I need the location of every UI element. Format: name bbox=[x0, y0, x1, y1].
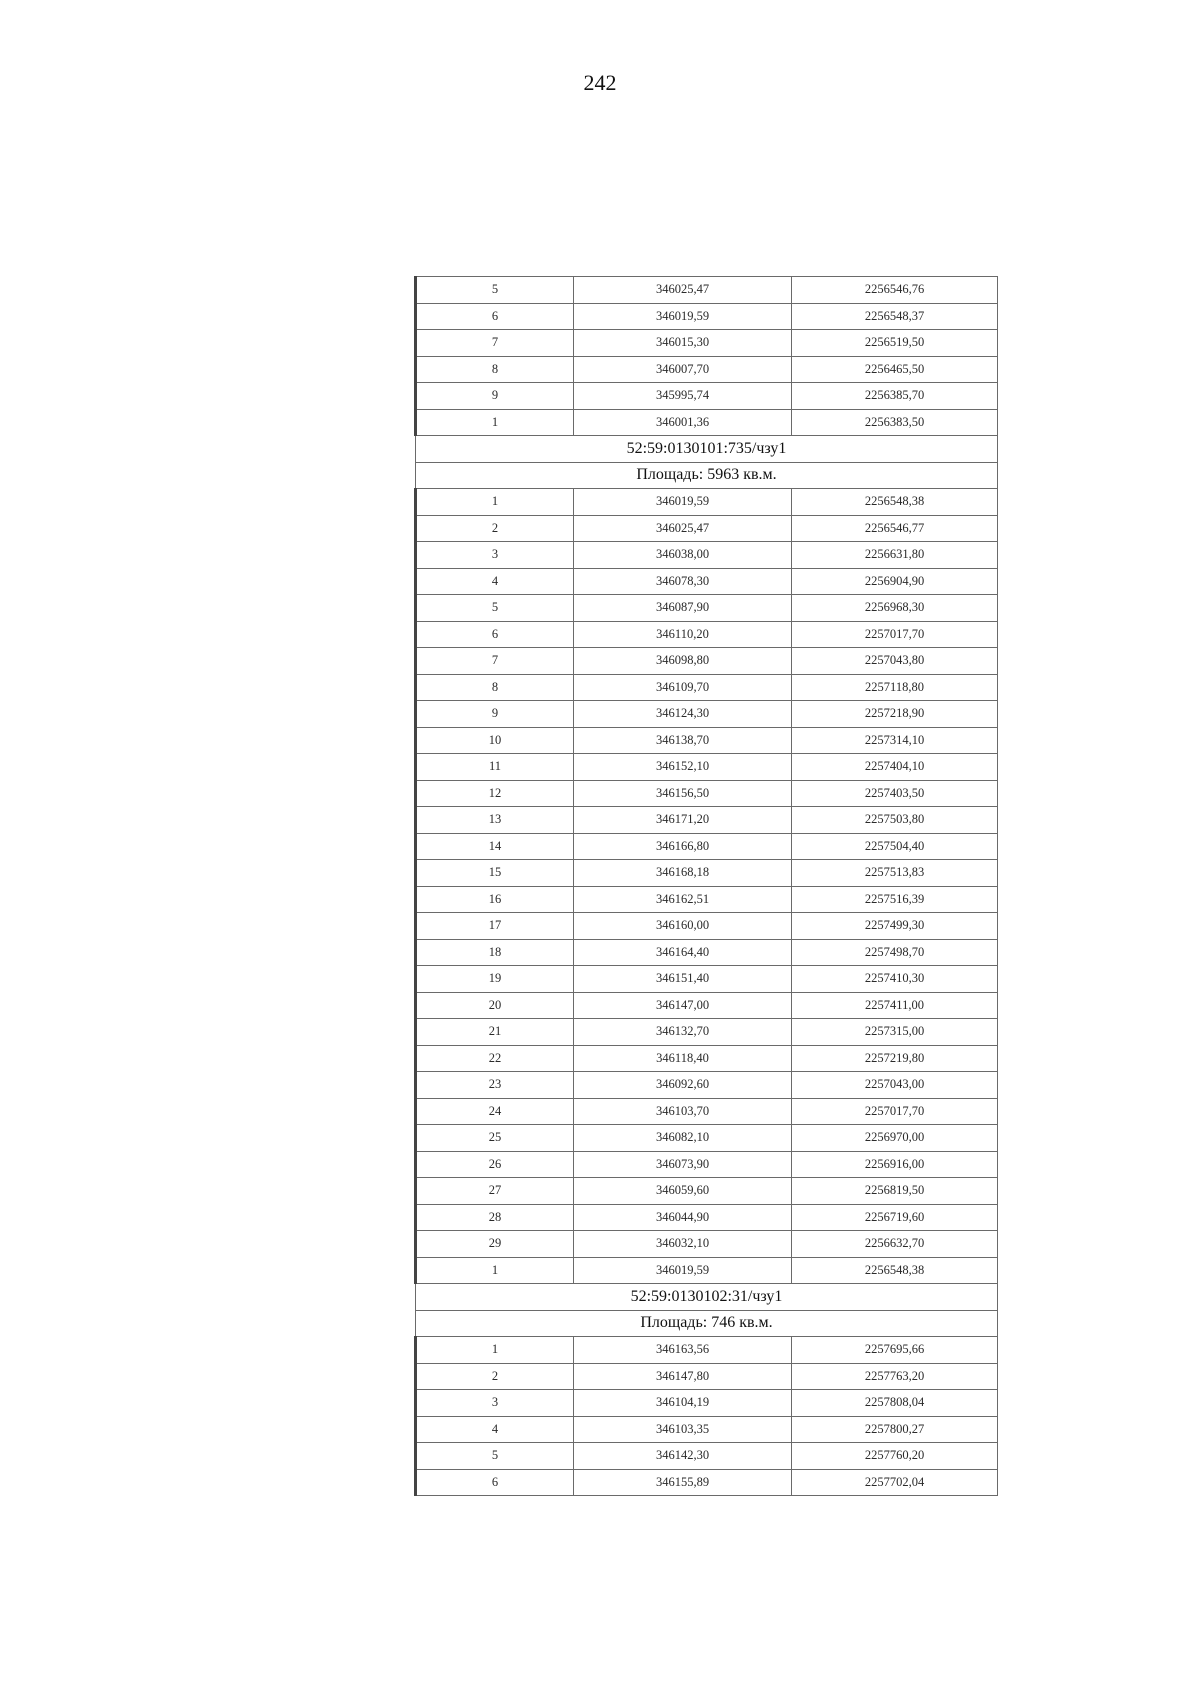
y-coordinate-cell: 2257695,66 bbox=[792, 1337, 998, 1364]
point-number-cell: 21 bbox=[416, 1019, 574, 1046]
point-number-cell: 5 bbox=[416, 277, 574, 304]
table-row bbox=[416, 886, 998, 913]
table-row bbox=[416, 727, 998, 754]
x-coordinate-cell: 346007,70 bbox=[574, 356, 792, 383]
table-row bbox=[416, 913, 998, 940]
point-number-cell: 1 bbox=[416, 1257, 574, 1284]
table-row bbox=[416, 489, 998, 516]
point-number-cell: 12 bbox=[416, 780, 574, 807]
table-row bbox=[416, 383, 998, 410]
point-number-cell: 4 bbox=[416, 568, 574, 595]
section-header-text: 52:59:0130101:735/чзу1 bbox=[416, 436, 998, 463]
point-number-cell: 8 bbox=[416, 356, 574, 383]
x-coordinate-cell: 346147,80 bbox=[574, 1363, 792, 1390]
table-row bbox=[416, 780, 998, 807]
x-coordinate-cell: 346132,70 bbox=[574, 1019, 792, 1046]
x-coordinate-cell: 346160,00 bbox=[574, 913, 792, 940]
y-coordinate-cell: 2257410,30 bbox=[792, 966, 998, 993]
table-row bbox=[416, 833, 998, 860]
point-number-cell: 14 bbox=[416, 833, 574, 860]
y-coordinate-cell: 2257516,39 bbox=[792, 886, 998, 913]
x-coordinate-cell: 346087,90 bbox=[574, 595, 792, 622]
x-coordinate-cell: 346156,50 bbox=[574, 780, 792, 807]
point-number-cell: 13 bbox=[416, 807, 574, 834]
point-number-cell: 1 bbox=[416, 409, 574, 436]
x-coordinate-cell: 346103,70 bbox=[574, 1098, 792, 1125]
table-row bbox=[416, 595, 998, 622]
y-coordinate-cell: 2256546,77 bbox=[792, 515, 998, 542]
y-coordinate-cell: 2257763,20 bbox=[792, 1363, 998, 1390]
y-coordinate-cell: 2257218,90 bbox=[792, 701, 998, 728]
y-coordinate-cell: 2256548,38 bbox=[792, 1257, 998, 1284]
table-row bbox=[416, 277, 998, 304]
point-number-cell: 11 bbox=[416, 754, 574, 781]
table-row bbox=[416, 515, 998, 542]
x-coordinate-cell: 346103,35 bbox=[574, 1416, 792, 1443]
y-coordinate-cell: 2256383,50 bbox=[792, 409, 998, 436]
x-coordinate-cell: 346104,19 bbox=[574, 1390, 792, 1417]
y-coordinate-cell: 2257017,70 bbox=[792, 621, 998, 648]
section-header-row bbox=[416, 1310, 998, 1337]
y-coordinate-cell: 2256904,90 bbox=[792, 568, 998, 595]
y-coordinate-cell: 2257760,20 bbox=[792, 1443, 998, 1470]
x-coordinate-cell: 346171,20 bbox=[574, 807, 792, 834]
table-row bbox=[416, 1098, 998, 1125]
section-header-text: 52:59:0130102:31/чзу1 bbox=[416, 1284, 998, 1311]
x-coordinate-cell: 346162,51 bbox=[574, 886, 792, 913]
x-coordinate-cell: 346118,40 bbox=[574, 1045, 792, 1072]
x-coordinate-cell: 346025,47 bbox=[574, 515, 792, 542]
point-number-cell: 4 bbox=[416, 1416, 574, 1443]
y-coordinate-cell: 2256970,00 bbox=[792, 1125, 998, 1152]
x-coordinate-cell: 346044,90 bbox=[574, 1204, 792, 1231]
x-coordinate-cell: 346168,18 bbox=[574, 860, 792, 887]
point-number-cell: 24 bbox=[416, 1098, 574, 1125]
y-coordinate-cell: 2257498,70 bbox=[792, 939, 998, 966]
table-row bbox=[416, 1204, 998, 1231]
section-header-row bbox=[416, 462, 998, 489]
x-coordinate-cell: 346038,00 bbox=[574, 542, 792, 569]
point-number-cell: 6 bbox=[416, 621, 574, 648]
y-coordinate-cell: 2257513,83 bbox=[792, 860, 998, 887]
x-coordinate-cell: 346025,47 bbox=[574, 277, 792, 304]
x-coordinate-cell: 346019,59 bbox=[574, 1257, 792, 1284]
x-coordinate-cell: 346073,90 bbox=[574, 1151, 792, 1178]
x-coordinate-cell: 346019,59 bbox=[574, 303, 792, 330]
x-coordinate-cell: 346110,20 bbox=[574, 621, 792, 648]
y-coordinate-cell: 2256632,70 bbox=[792, 1231, 998, 1258]
y-coordinate-cell: 2257315,00 bbox=[792, 1019, 998, 1046]
point-number-cell: 3 bbox=[416, 1390, 574, 1417]
x-coordinate-cell: 346163,56 bbox=[574, 1337, 792, 1364]
point-number-cell: 8 bbox=[416, 674, 574, 701]
table-row bbox=[416, 542, 998, 569]
y-coordinate-cell: 2256546,76 bbox=[792, 277, 998, 304]
table-row bbox=[416, 356, 998, 383]
y-coordinate-cell: 2256385,70 bbox=[792, 383, 998, 410]
x-coordinate-cell: 346138,70 bbox=[574, 727, 792, 754]
y-coordinate-cell: 2257800,27 bbox=[792, 1416, 998, 1443]
y-coordinate-cell: 2256465,50 bbox=[792, 356, 998, 383]
x-coordinate-cell: 346098,80 bbox=[574, 648, 792, 675]
x-coordinate-cell: 346147,00 bbox=[574, 992, 792, 1019]
table-row bbox=[416, 648, 998, 675]
table-row bbox=[416, 754, 998, 781]
table-row bbox=[416, 568, 998, 595]
section-header-row bbox=[416, 1284, 998, 1311]
table-row bbox=[416, 1019, 998, 1046]
point-number-cell: 20 bbox=[416, 992, 574, 1019]
x-coordinate-cell: 346152,10 bbox=[574, 754, 792, 781]
y-coordinate-cell: 2257411,00 bbox=[792, 992, 998, 1019]
table-row bbox=[416, 303, 998, 330]
table-row bbox=[416, 1443, 998, 1470]
y-coordinate-cell: 2256719,60 bbox=[792, 1204, 998, 1231]
point-number-cell: 5 bbox=[416, 595, 574, 622]
y-coordinate-cell: 2257017,70 bbox=[792, 1098, 998, 1125]
point-number-cell: 27 bbox=[416, 1178, 574, 1205]
y-coordinate-cell: 2256916,00 bbox=[792, 1151, 998, 1178]
point-number-cell: 5 bbox=[416, 1443, 574, 1470]
point-number-cell: 10 bbox=[416, 727, 574, 754]
x-coordinate-cell: 346015,30 bbox=[574, 330, 792, 357]
y-coordinate-cell: 2256819,50 bbox=[792, 1178, 998, 1205]
table-row bbox=[416, 1231, 998, 1258]
point-number-cell: 9 bbox=[416, 701, 574, 728]
x-coordinate-cell: 345995,74 bbox=[574, 383, 792, 410]
y-coordinate-cell: 2257219,80 bbox=[792, 1045, 998, 1072]
y-coordinate-cell: 2257808,04 bbox=[792, 1390, 998, 1417]
table-row bbox=[416, 621, 998, 648]
point-number-cell: 28 bbox=[416, 1204, 574, 1231]
point-number-cell: 7 bbox=[416, 330, 574, 357]
table-row bbox=[416, 674, 998, 701]
x-coordinate-cell: 346166,80 bbox=[574, 833, 792, 860]
point-number-cell: 6 bbox=[416, 303, 574, 330]
table-row bbox=[416, 1363, 998, 1390]
x-coordinate-cell: 346109,70 bbox=[574, 674, 792, 701]
y-coordinate-cell: 2257504,40 bbox=[792, 833, 998, 860]
table-row bbox=[416, 1045, 998, 1072]
point-number-cell: 16 bbox=[416, 886, 574, 913]
table-row bbox=[416, 860, 998, 887]
table-row bbox=[416, 330, 998, 357]
x-coordinate-cell: 346001,36 bbox=[574, 409, 792, 436]
y-coordinate-cell: 2257503,80 bbox=[792, 807, 998, 834]
y-coordinate-cell: 2257404,10 bbox=[792, 754, 998, 781]
section-header-text: Площадь: 746 кв.м. bbox=[416, 1310, 998, 1337]
coordinates-table bbox=[414, 276, 998, 1496]
point-number-cell: 18 bbox=[416, 939, 574, 966]
table-row bbox=[416, 992, 998, 1019]
point-number-cell: 23 bbox=[416, 1072, 574, 1099]
x-coordinate-cell: 346019,59 bbox=[574, 489, 792, 516]
x-coordinate-cell: 346059,60 bbox=[574, 1178, 792, 1205]
x-coordinate-cell: 346078,30 bbox=[574, 568, 792, 595]
point-number-cell: 29 bbox=[416, 1231, 574, 1258]
table-row bbox=[416, 807, 998, 834]
point-number-cell: 1 bbox=[416, 489, 574, 516]
table-row bbox=[416, 409, 998, 436]
point-number-cell: 2 bbox=[416, 1363, 574, 1390]
page-number: 242 bbox=[583, 70, 617, 95]
x-coordinate-cell: 346092,60 bbox=[574, 1072, 792, 1099]
x-coordinate-cell: 346032,10 bbox=[574, 1231, 792, 1258]
x-coordinate-cell: 346164,40 bbox=[574, 939, 792, 966]
point-number-cell: 9 bbox=[416, 383, 574, 410]
point-number-cell: 19 bbox=[416, 966, 574, 993]
y-coordinate-cell: 2256548,38 bbox=[792, 489, 998, 516]
table-row bbox=[416, 1125, 998, 1152]
point-number-cell: 25 bbox=[416, 1125, 574, 1152]
point-number-cell: 26 bbox=[416, 1151, 574, 1178]
y-coordinate-cell: 2256631,80 bbox=[792, 542, 998, 569]
point-number-cell: 1 bbox=[416, 1337, 574, 1364]
point-number-cell: 15 bbox=[416, 860, 574, 887]
table-row bbox=[416, 1337, 998, 1364]
x-coordinate-cell: 346142,30 bbox=[574, 1443, 792, 1470]
point-number-cell: 7 bbox=[416, 648, 574, 675]
table-row bbox=[416, 1469, 998, 1496]
x-coordinate-cell: 346124,30 bbox=[574, 701, 792, 728]
y-coordinate-cell: 2257314,10 bbox=[792, 727, 998, 754]
section-header-row bbox=[416, 436, 998, 463]
section-header-text: Площадь: 5963 кв.м. bbox=[416, 462, 998, 489]
table-row bbox=[416, 1072, 998, 1099]
table-row bbox=[416, 966, 998, 993]
x-coordinate-cell: 346151,40 bbox=[574, 966, 792, 993]
y-coordinate-cell: 2256548,37 bbox=[792, 303, 998, 330]
point-number-cell: 17 bbox=[416, 913, 574, 940]
table-row bbox=[416, 1178, 998, 1205]
table-row bbox=[416, 1416, 998, 1443]
x-coordinate-cell: 346082,10 bbox=[574, 1125, 792, 1152]
coordinates-table-body bbox=[416, 277, 998, 1496]
table-row bbox=[416, 1257, 998, 1284]
y-coordinate-cell: 2257702,04 bbox=[792, 1469, 998, 1496]
y-coordinate-cell: 2257499,30 bbox=[792, 913, 998, 940]
y-coordinate-cell: 2257118,80 bbox=[792, 674, 998, 701]
point-number-cell: 3 bbox=[416, 542, 574, 569]
table-row bbox=[416, 1390, 998, 1417]
y-coordinate-cell: 2257043,00 bbox=[792, 1072, 998, 1099]
y-coordinate-cell: 2257043,80 bbox=[792, 648, 998, 675]
table-row bbox=[416, 701, 998, 728]
y-coordinate-cell: 2257403,50 bbox=[792, 780, 998, 807]
point-number-cell: 2 bbox=[416, 515, 574, 542]
y-coordinate-cell: 2256519,50 bbox=[792, 330, 998, 357]
y-coordinate-cell: 2256968,30 bbox=[792, 595, 998, 622]
table-row bbox=[416, 1151, 998, 1178]
x-coordinate-cell: 346155,89 bbox=[574, 1469, 792, 1496]
table-row bbox=[416, 939, 998, 966]
point-number-cell: 6 bbox=[416, 1469, 574, 1496]
point-number-cell: 22 bbox=[416, 1045, 574, 1072]
